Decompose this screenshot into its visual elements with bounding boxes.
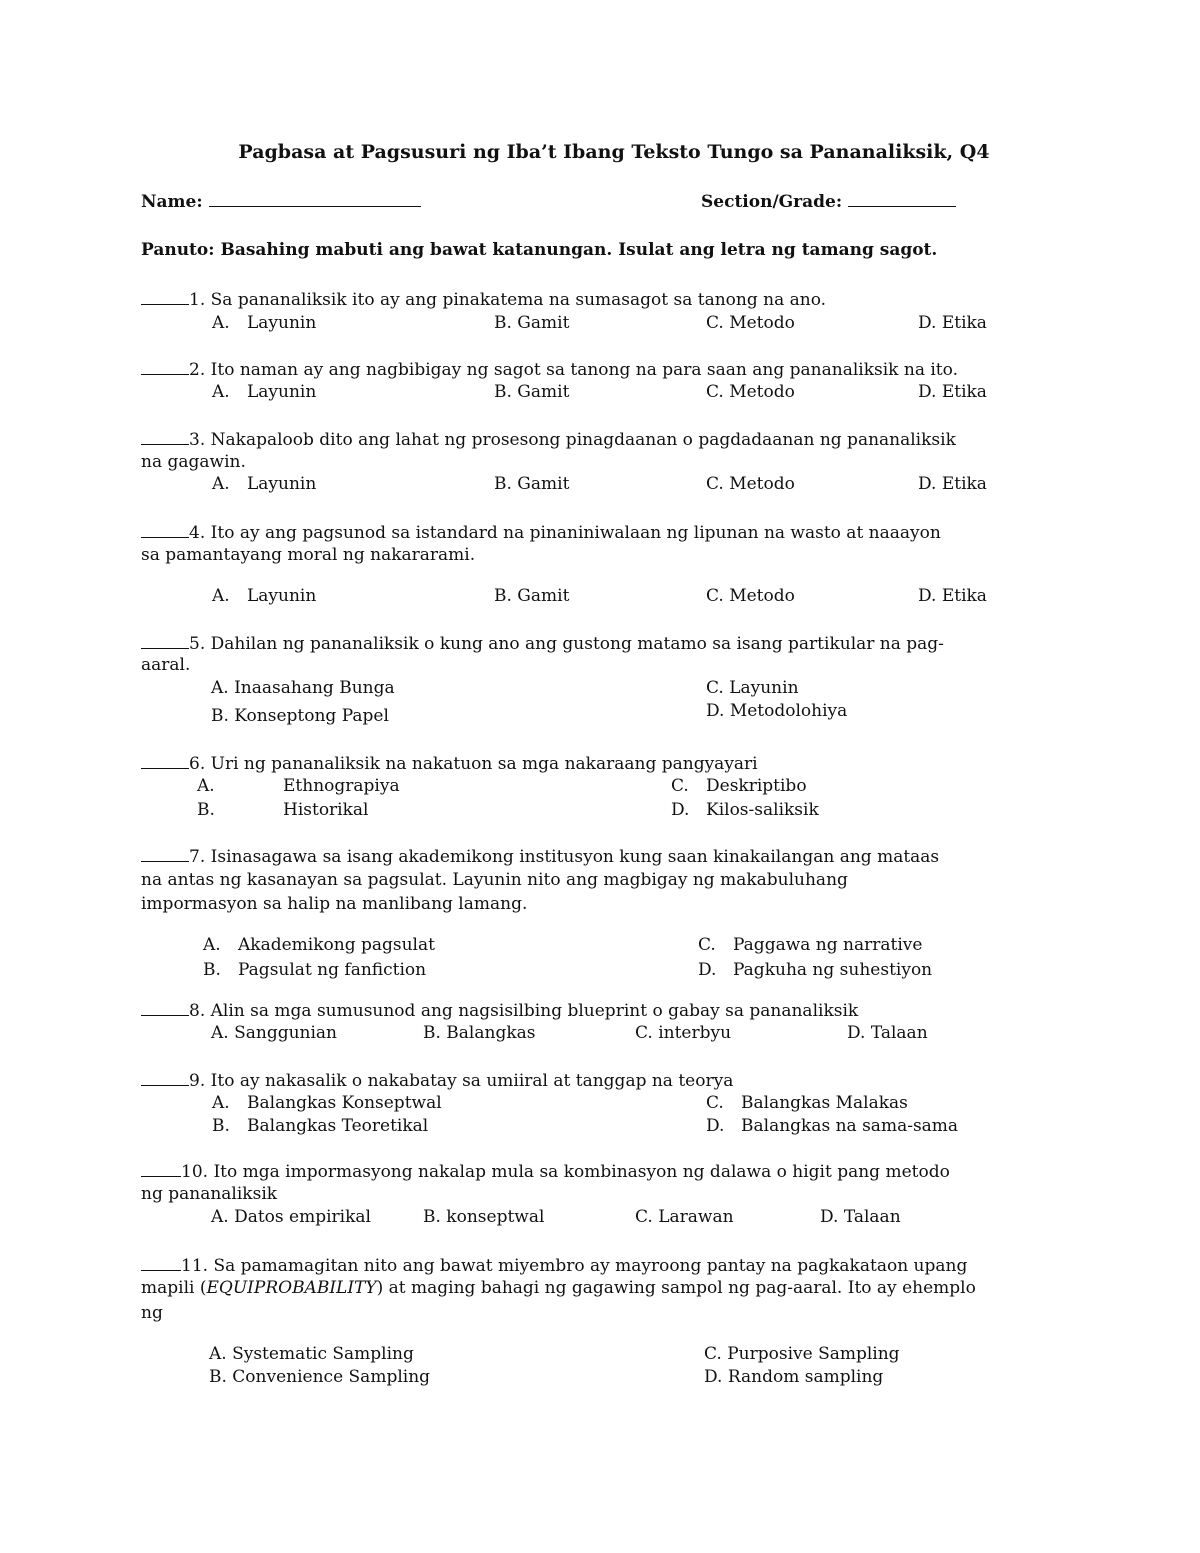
instruction: Panuto: Basahing mabuti ang bawat katanungan. Isulat ang letra ng tamang sagot. — [141, 240, 938, 260]
answer-blank-8[interactable] — [141, 999, 189, 1016]
option-a-letter: A. — [212, 313, 230, 333]
option-c: C. Metodo — [706, 313, 795, 333]
question-text-continued: impormasyon sa halip na manlibang lamang. — [141, 894, 528, 914]
question-2 — [141, 358, 958, 380]
option-c-letter: C. — [698, 935, 716, 955]
option-a-letter: A. — [212, 1093, 230, 1113]
option-c: C. Purposive Sampling — [704, 1344, 900, 1364]
question-text-continued: aaral. — [141, 655, 191, 675]
question-text-continued: na antas ng kasanayan sa pagsulat. Layunin nito ang magbigay ng makabuluhang — [141, 870, 848, 890]
section-label: Section/Grade: — [701, 192, 843, 212]
option-c: C. interbyu — [635, 1023, 732, 1043]
answer-blank-2[interactable] — [141, 358, 189, 375]
option-c: C. Metodo — [706, 382, 795, 402]
question-text: Ito naman ay ang nagbibigay ng sagot sa tanong na para saan ang pananaliksik na ito. — [210, 360, 958, 380]
option-b: B. Konseptong Papel — [211, 706, 389, 726]
question-text-continued: ng — [141, 1303, 163, 1323]
option-d: D. Talaan — [820, 1207, 901, 1227]
option-a-letter: A. — [212, 586, 230, 606]
question-number: 2. — [189, 360, 206, 380]
option-c-letter: C. — [706, 1093, 724, 1113]
text-segment: ) at maging bahagi ng gagawing sampol ng pag-aaral. Ito ay ehemplo — [376, 1278, 976, 1298]
question-text: Sa pananaliksik ito ay ang pinakatema na sumasagot sa tanong na ano. — [210, 290, 827, 310]
question-5 — [141, 632, 944, 654]
option-a: Layunin — [247, 474, 317, 494]
question-text-continued: sa pamantayang moral ng nakararami. — [141, 545, 476, 565]
question-text: Ito ay ang pagsunod sa istandard na pinaniniwalaan ng lipunan na wasto at naaayon — [210, 523, 941, 543]
option-c: C. Layunin — [706, 678, 799, 698]
option-c: C. Metodo — [706, 586, 795, 606]
question-text: Nakapaloob dito ang lahat ng prosesong pinagdaanan o pagdadaanan ng pananaliksik — [210, 430, 956, 450]
option-d-letter: D. — [671, 800, 690, 820]
question-text: Dahilan ng pananaliksik o kung ano ang gustong matamo sa isang partikular na pag- — [210, 634, 944, 654]
question-number: 11. — [181, 1256, 209, 1276]
answer-blank-7[interactable] — [141, 845, 189, 862]
question-1 — [141, 288, 826, 310]
option-a: A. Sanggunian — [211, 1023, 337, 1043]
option-b: B. konseptwal — [423, 1207, 545, 1227]
answer-blank-11[interactable] — [141, 1254, 181, 1271]
option-d: D. Etika — [918, 382, 987, 402]
section-blank[interactable] — [848, 190, 956, 207]
answer-blank-5[interactable] — [141, 632, 189, 649]
option-b-letter: B. — [197, 800, 215, 820]
option-a: A. Systematic Sampling — [209, 1344, 414, 1364]
option-c: Balangkas Malakas — [741, 1093, 908, 1113]
option-a: Layunin — [247, 586, 317, 606]
question-text-continued — [141, 1278, 976, 1298]
text-segment: mapili ( — [141, 1278, 207, 1298]
question-4 — [141, 521, 941, 543]
option-a: Ethnograpiya — [283, 776, 400, 796]
question-number: 8. — [189, 1001, 206, 1021]
option-d: D. Etika — [918, 474, 987, 494]
option-d-letter: D. — [698, 960, 717, 980]
option-a: Balangkas Konseptwal — [247, 1093, 442, 1113]
answer-blank-9[interactable] — [141, 1069, 189, 1086]
answer-blank-1[interactable] — [141, 288, 189, 305]
option-d: D. Etika — [918, 586, 987, 606]
option-d: D. Etika — [918, 313, 987, 333]
option-b: Pagsulat ng fanfiction — [238, 960, 427, 980]
question-11 — [141, 1254, 967, 1276]
option-d: Kilos-saliksik — [706, 800, 819, 820]
option-a: A. Inaasahang Bunga — [211, 678, 395, 698]
question-text: Ito mga impormasyong nakalap mula sa kombinasyon ng dalawa o higit pang metodo — [213, 1162, 950, 1182]
name-blank[interactable] — [209, 190, 421, 207]
option-a: Layunin — [247, 382, 317, 402]
question-text: Alin sa mga sumusunod ang nagsisilbing blueprint o gabay sa pananaliksik — [210, 1001, 859, 1021]
option-b: Historikal — [283, 800, 369, 820]
question-number: 10. — [181, 1162, 209, 1182]
option-d-letter: D. — [706, 1116, 725, 1136]
answer-blank-10[interactable] — [141, 1160, 181, 1177]
page-title: Pagbasa at Pagsusuri ng Iba’t Ibang Teksto Tungo sa Pananaliksik, Q4 — [238, 141, 990, 163]
question-number: 1. — [189, 290, 206, 310]
option-b: B. Balangkas — [423, 1023, 536, 1043]
option-c-letter: C. — [671, 776, 689, 796]
question-3 — [141, 428, 956, 450]
name-field — [141, 190, 421, 212]
option-c: C. Larawan — [635, 1207, 734, 1227]
option-b: B. Convenience Sampling — [209, 1367, 431, 1387]
question-text-continued: ng pananaliksik — [141, 1184, 278, 1204]
answer-blank-3[interactable] — [141, 428, 189, 445]
answer-blank-6[interactable] — [141, 752, 189, 769]
option-b: Balangkas Teoretikal — [247, 1116, 429, 1136]
section-field — [701, 190, 956, 212]
option-a: Akademikong pagsulat — [238, 935, 435, 955]
option-b-letter: B. — [212, 1116, 230, 1136]
question-number: 5. — [189, 634, 206, 654]
option-c: Paggawa ng narrative — [733, 935, 923, 955]
option-b: B. Gamit — [494, 474, 570, 494]
question-10 — [141, 1160, 950, 1182]
name-label: Name: — [141, 192, 203, 212]
question-text: Uri ng pananaliksik na nakatuon sa mga nakaraang pangyayari — [210, 754, 758, 774]
option-b: B. Gamit — [494, 313, 570, 333]
question-number: 4. — [189, 523, 206, 543]
question-9 — [141, 1069, 733, 1091]
option-a: Layunin — [247, 313, 317, 333]
question-number: 9. — [189, 1071, 206, 1091]
option-c: Deskriptibo — [706, 776, 807, 796]
option-d: Balangkas na sama-sama — [741, 1116, 959, 1136]
option-a-letter: A. — [203, 935, 221, 955]
option-a-letter: A. — [212, 474, 230, 494]
answer-blank-4[interactable] — [141, 521, 189, 538]
option-a-letter: A. — [197, 776, 215, 796]
option-b: B. Gamit — [494, 382, 570, 402]
question-number: 6. — [189, 754, 206, 774]
option-d: D. Talaan — [847, 1023, 928, 1043]
question-8 — [141, 999, 858, 1021]
question-7 — [141, 845, 939, 867]
option-c: C. Metodo — [706, 474, 795, 494]
option-d: D. Random sampling — [704, 1367, 884, 1387]
question-number: 3. — [189, 430, 206, 450]
question-text-continued: na gagawin. — [141, 452, 246, 472]
option-b: B. Gamit — [494, 586, 570, 606]
option-a: A. Datos empirikal — [211, 1207, 371, 1227]
question-text: Sa pamamagitan nito ang bawat miyembro ay mayroong pantay na pagkakataon upang — [213, 1256, 968, 1276]
question-text: Ito ay nakasalik o nakabatay sa umiiral at tanggap na teorya — [210, 1071, 734, 1091]
emphasized-term: EQUIPROBABILITY — [206, 1278, 377, 1298]
option-a-letter: A. — [212, 382, 230, 402]
option-d: D. Metodolohiya — [706, 701, 848, 721]
question-6 — [141, 752, 758, 774]
option-d: Pagkuha ng suhestiyon — [733, 960, 933, 980]
question-number: 7. — [189, 847, 206, 867]
option-b-letter: B. — [203, 960, 221, 980]
question-text: Isinasagawa sa isang akademikong institusyon kung saan kinakailangan ang mataas — [210, 847, 940, 867]
